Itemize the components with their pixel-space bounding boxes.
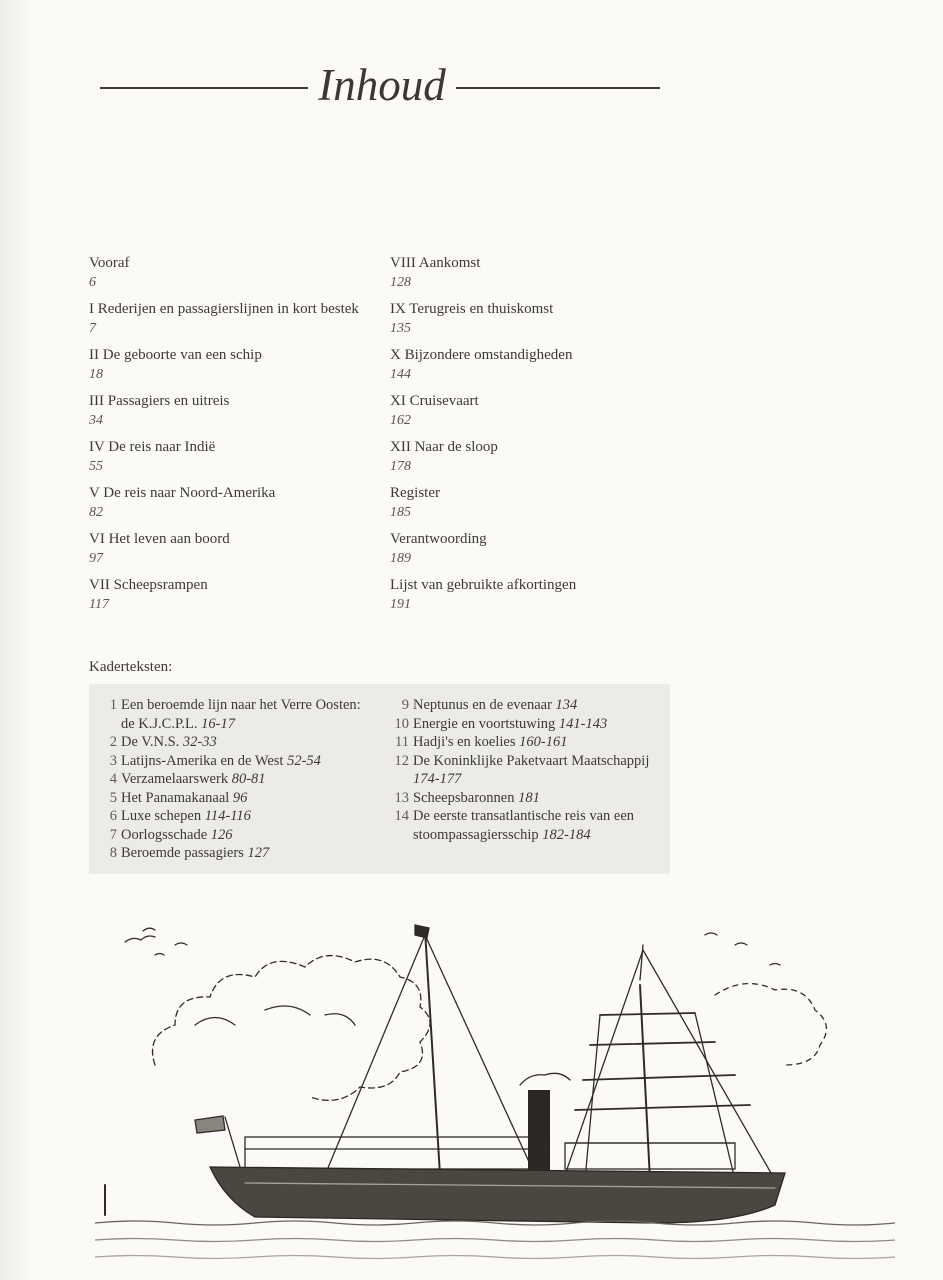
title-rule-right — [456, 87, 660, 89]
page-title: Inhoud — [318, 60, 446, 110]
kader-item-text: Luxe schepen — [121, 808, 202, 824]
toc-entry — [89, 254, 369, 292]
kader-column-left — [95, 696, 365, 863]
kader-item-text: Neptunus en de evenaar — [413, 697, 552, 713]
kader-item-number: 10 — [394, 715, 409, 732]
toc-entry-label: XI Cruisevaart — [390, 393, 479, 409]
kader-item-text: Scheepsbaronnen — [413, 789, 515, 806]
kader-item-number: 3 — [109, 752, 117, 769]
toc-entry — [390, 300, 690, 338]
kader-item-pages: 80-81 — [231, 771, 266, 787]
kader-box — [89, 684, 670, 874]
toc-entry-page: 7 — [89, 321, 96, 336]
toc-entry — [390, 392, 690, 430]
toc-entry-page: 185 — [390, 505, 411, 520]
toc-entry — [390, 484, 690, 522]
kader-item-pages: 160-161 — [519, 734, 568, 750]
kader-item-text: Latijns-Amerika en de West — [121, 752, 284, 769]
kader-item-number: 4 — [109, 771, 117, 787]
kader-item — [387, 733, 667, 752]
toc-entry-label: X Bijzondere omstandigheden — [390, 347, 573, 363]
toc-entry — [89, 392, 369, 430]
toc-entry-page: 6 — [89, 275, 96, 290]
kader-item-number: 12 — [394, 752, 409, 769]
kader-item-pages: 134 — [555, 697, 578, 713]
kader-item — [95, 696, 365, 733]
toc-entry — [89, 576, 369, 614]
toc-entry — [390, 254, 690, 292]
title-row — [100, 55, 660, 115]
kader-item-number: 7 — [109, 826, 117, 843]
toc-entry — [390, 530, 690, 568]
toc-column-right — [390, 254, 690, 622]
toc-entry-label: Verantwoording — [390, 531, 487, 547]
toc-entry — [89, 484, 369, 522]
toc-column-left — [89, 254, 369, 622]
kader-item-pages: 127 — [247, 845, 270, 861]
toc-entry-page: 191 — [390, 597, 411, 612]
kader-item-pages: 182-184 — [542, 826, 591, 843]
toc-entry-label: IX Terugreis en thuiskomst — [390, 301, 554, 317]
toc-entry-page: 34 — [89, 413, 103, 428]
kader-heading: Kaderteksten: — [89, 659, 173, 675]
toc-entry-page: 82 — [89, 505, 103, 520]
toc-entry — [390, 576, 690, 614]
toc-entry — [89, 346, 369, 384]
kader-item-text: De Koninklijke Paketvaart Maatschappij — [413, 752, 650, 769]
kader-item — [95, 826, 365, 845]
kader-item-pages: 96 — [232, 789, 248, 806]
kader-item-pages: 114-116 — [204, 808, 251, 824]
kader-item-text: Het Panamakanaal — [121, 789, 230, 806]
kader-item — [95, 733, 365, 752]
kader-item — [95, 789, 365, 808]
toc-entry-page: 189 — [390, 551, 411, 566]
toc-entry-label: Lijst van gebruikte afkortingen — [390, 577, 577, 593]
toc-entry-page: 144 — [390, 367, 411, 382]
kader-item — [387, 752, 667, 789]
kader-item — [387, 696, 667, 715]
toc-entry-label: XII Naar de sloop — [390, 439, 498, 455]
kader-item-pages: 126 — [210, 826, 233, 843]
toc-entry-page: 117 — [89, 597, 109, 612]
kader-item-pages: 16-17 — [201, 715, 236, 732]
kader-item-number: 1 — [109, 697, 117, 713]
kader-item-number: 8 — [109, 845, 117, 861]
toc-entry-label: IV De reis naar Indië — [89, 439, 216, 455]
toc-entry-label: Vooraf — [89, 255, 130, 271]
toc-entry-label: VIII Aankomst — [390, 255, 481, 271]
kader-item-pages: 181 — [518, 789, 540, 806]
kader-item — [387, 789, 667, 808]
toc-entry-label: III Passagiers en uitreis — [89, 393, 230, 409]
kader-item-text: Verzamelaarswerk — [121, 771, 229, 787]
kader-item-text: Een beroemde lijn naar het Verre Oosten: de K.J.C.P.L. — [121, 697, 361, 732]
toc-entry-label: VII Scheepsrampen — [89, 577, 208, 593]
toc-entry-label: I Rederijen en passagierslijnen in kort bestek — [89, 301, 359, 317]
toc-entry-page: 178 — [390, 459, 411, 474]
kader-item-text: De V.N.S. — [121, 734, 180, 750]
kader-item — [387, 715, 667, 734]
toc-entry — [390, 346, 690, 384]
kader-item-number: 9 — [401, 697, 409, 713]
toc-entry-page: 55 — [89, 459, 103, 474]
kader-item-pages: 141-143 — [558, 715, 608, 732]
toc-entry — [89, 438, 369, 476]
toc-entry-page: 18 — [89, 367, 103, 382]
kader-item-text: Oorlogsschade — [121, 826, 208, 843]
kader-item-number: 6 — [109, 808, 117, 824]
toc-entry — [390, 438, 690, 476]
toc-entry-label: VI Het leven aan boord — [89, 531, 230, 547]
kader-item — [95, 770, 365, 789]
kader-item-pages: 52-54 — [287, 752, 321, 769]
toc-entry — [89, 300, 369, 338]
kader-item-text: Energie en voortstuwing — [413, 715, 556, 732]
toc-entry-label: V De reis naar Noord-Amerika — [89, 485, 276, 501]
kader-item-pages: 174-177 — [413, 771, 462, 787]
kader-column-right — [387, 696, 667, 844]
kader-item-text: Hadji's en koelies — [413, 734, 516, 750]
toc-entry-page: 135 — [390, 321, 411, 336]
kader-item — [95, 844, 365, 863]
kader-item-number: 14 — [394, 808, 409, 824]
toc-entry-page: 97 — [89, 551, 103, 566]
kader-item-number: 2 — [109, 734, 117, 750]
kader-item-pages: 32-33 — [182, 734, 217, 750]
kader-item-number: 11 — [395, 734, 409, 750]
toc-entry — [89, 530, 369, 568]
binding-gutter — [0, 0, 34, 1280]
title-rule-left — [100, 87, 308, 89]
kader-item — [95, 807, 365, 826]
toc-entry-label: Register — [390, 485, 440, 501]
kader-item-number: 13 — [394, 789, 409, 806]
kader-item-number: 5 — [109, 789, 117, 806]
kader-item-text: De eerste transatlantische reis van een stoompassagiersschip — [413, 808, 635, 843]
kader-item — [95, 752, 365, 771]
kader-item-text: Beroemde passagiers — [121, 845, 244, 861]
toc-entry-page: 128 — [390, 275, 411, 290]
toc-entry-label: II De geboorte van een schip — [89, 347, 262, 363]
steamship-illustration — [95, 905, 895, 1280]
toc-entry-page: 162 — [390, 413, 411, 428]
kader-item — [387, 807, 667, 844]
